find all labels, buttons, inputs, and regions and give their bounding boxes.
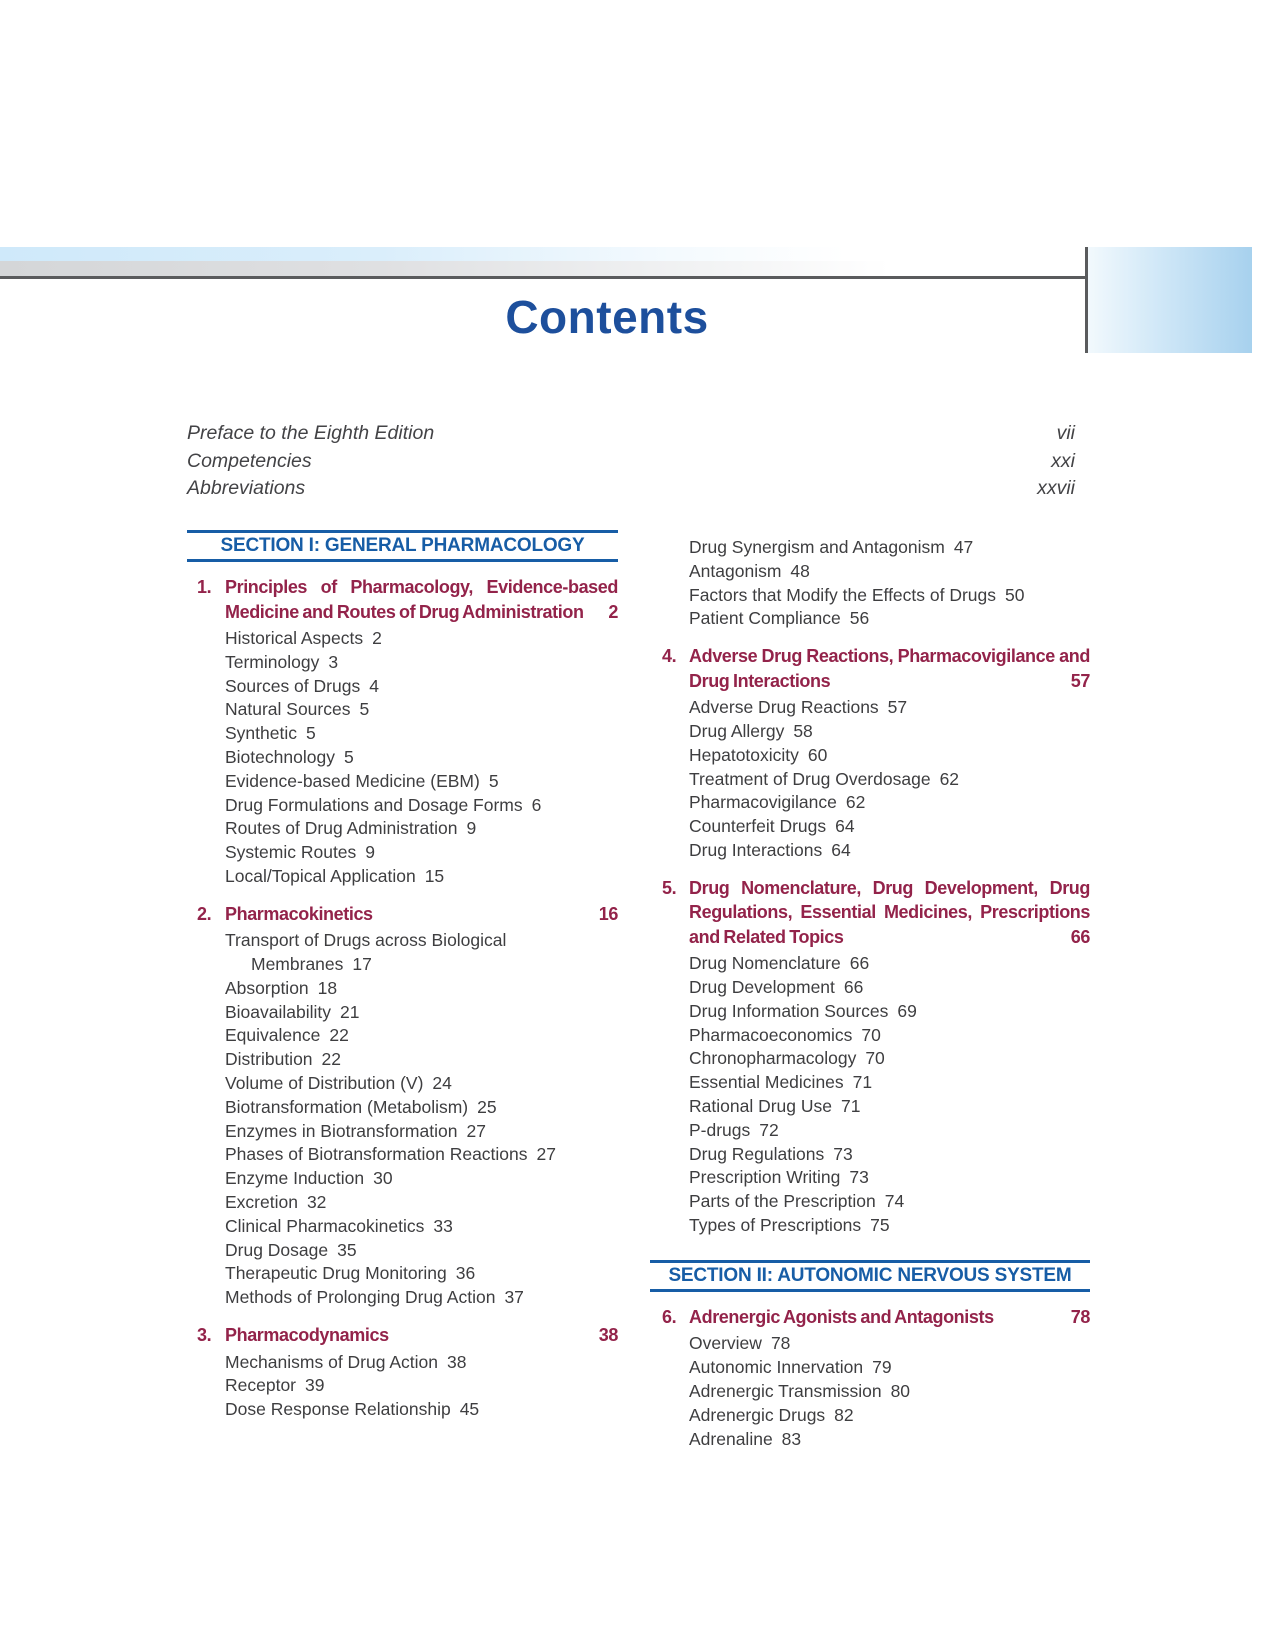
front-matter-row bbox=[187, 475, 1075, 503]
toc-topic bbox=[689, 1095, 1090, 1119]
toc-topic bbox=[225, 1120, 618, 1144]
toc-topic bbox=[225, 627, 618, 651]
topic-label: Essential Medicines bbox=[689, 1072, 844, 1093]
toc-topic bbox=[225, 794, 618, 818]
topic-label: Terminology bbox=[225, 651, 320, 672]
front-matter-label: Competencies bbox=[187, 449, 312, 472]
topic-label: Receptor bbox=[225, 1375, 297, 1396]
topic-page-number: 45 bbox=[459, 1399, 480, 1420]
chapter-entry bbox=[187, 575, 618, 624]
topic-label: Bioavailability bbox=[225, 1001, 332, 1022]
topic-page-number: 73 bbox=[849, 1167, 869, 1188]
topic-label: Therapeutic Drug Monitoring bbox=[225, 1263, 447, 1284]
chapter-entry bbox=[187, 1323, 618, 1348]
toc-topic bbox=[225, 1167, 618, 1191]
toc-topic bbox=[225, 1096, 618, 1120]
topic-label: Overview bbox=[689, 1333, 762, 1354]
topic-page-number: 74 bbox=[884, 1191, 905, 1212]
topic-page-number: 75 bbox=[870, 1215, 890, 1236]
chapter-title: Drug Nomenclature, Drug Development, Drug Regulations, Essential Medicines, Prescriptions and Related Topics bbox=[689, 877, 1090, 947]
topic-label: Hepatotoxicity bbox=[689, 744, 799, 765]
page-title-wrap bbox=[187, 290, 1027, 344]
topic-label: P-drugs bbox=[689, 1119, 751, 1140]
topic-label: Biotechnology bbox=[225, 746, 335, 767]
front-matter-label: Abbreviations bbox=[187, 477, 306, 499]
topic-label: Drug Information Sources bbox=[689, 1000, 889, 1021]
topic-page-number: 24 bbox=[432, 1073, 452, 1094]
topic-page-number: 62 bbox=[845, 792, 866, 813]
topic-label: Drug Development bbox=[689, 977, 835, 998]
toc-topic bbox=[225, 1286, 618, 1310]
topic-label: Methods of Prolonging Drug Action bbox=[225, 1287, 496, 1308]
topic-label: Synthetic bbox=[225, 723, 297, 744]
toc-topic bbox=[225, 1374, 618, 1398]
topic-page-number: 15 bbox=[424, 865, 445, 886]
toc-topic bbox=[225, 651, 618, 675]
topic-label: Historical Aspects bbox=[225, 628, 364, 648]
topic-page-number: 47 bbox=[953, 537, 974, 557]
toc-topic bbox=[225, 722, 618, 746]
topic-page-number: 69 bbox=[897, 1000, 917, 1021]
toc-topic bbox=[689, 696, 1090, 720]
topic-page-number: 25 bbox=[477, 1096, 497, 1117]
toc-topic bbox=[689, 607, 1090, 631]
topic-page-number: 9 bbox=[365, 842, 376, 863]
chapter-page-number: 38 bbox=[598, 1325, 618, 1346]
toc-topic bbox=[225, 1351, 618, 1375]
topic-label: Absorption bbox=[225, 977, 309, 998]
topic-label: Systemic Routes bbox=[225, 842, 357, 863]
chapter-entry bbox=[187, 902, 618, 927]
toc-topic bbox=[689, 1428, 1090, 1452]
chapter-entry bbox=[650, 644, 1090, 693]
toc-topic bbox=[689, 1190, 1090, 1214]
topic-page-number: 35 bbox=[337, 1239, 357, 1260]
front-matter-page-number: xxi bbox=[1051, 449, 1075, 472]
topic-label: Drug Synergism and Antagonism bbox=[689, 537, 945, 557]
topic-label: Equivalence bbox=[225, 1025, 321, 1046]
topic-page-number: 2 bbox=[372, 628, 382, 648]
topic-label: Biotransformation (Metabolism) bbox=[225, 1096, 469, 1117]
topic-page-number: 64 bbox=[835, 816, 855, 837]
topic-label: Dose Response Relationship bbox=[225, 1399, 451, 1420]
topic-page-number: 83 bbox=[781, 1428, 802, 1449]
toc-topic bbox=[689, 1332, 1090, 1356]
topic-label: Routes of Drug Administration bbox=[225, 818, 458, 839]
chapter-number: 5. bbox=[662, 877, 677, 898]
topic-label: Excretion bbox=[225, 1192, 298, 1213]
front-matter-list bbox=[187, 420, 1075, 503]
header-band-gray-strip bbox=[0, 261, 1085, 276]
chapter-title: Pharmacokinetics bbox=[225, 903, 373, 924]
toc-topic bbox=[689, 744, 1090, 768]
topic-page-number: 17 bbox=[352, 954, 372, 975]
topic-page-number: 56 bbox=[849, 608, 870, 629]
topic-page-number: 27 bbox=[466, 1120, 486, 1141]
chapter-page-number: 16 bbox=[598, 903, 618, 924]
toc-topic bbox=[689, 976, 1090, 1000]
topic-label: Drug Nomenclature bbox=[689, 953, 841, 974]
chapter-number: 2. bbox=[197, 903, 212, 924]
toc-topic bbox=[225, 746, 618, 770]
topic-label: Volume of Distribution (V) bbox=[225, 1073, 424, 1094]
topic-page-number: 78 bbox=[770, 1333, 791, 1354]
topic-page-number: 71 bbox=[852, 1072, 873, 1093]
toc-column-right bbox=[650, 520, 1090, 1451]
chapter-number: 4. bbox=[662, 646, 677, 667]
topic-page-number: 64 bbox=[831, 839, 851, 860]
topic-label: Drug Regulations bbox=[689, 1143, 825, 1164]
chapter-page-number: 57 bbox=[1070, 670, 1090, 691]
chapter-number: 1. bbox=[197, 577, 212, 597]
chapter-title: Adrenergic Agonists and Antagonists bbox=[689, 1306, 994, 1327]
topic-label: Prescription Writing bbox=[689, 1167, 841, 1188]
topic-page-number: 57 bbox=[887, 697, 908, 718]
toc-topic bbox=[689, 1214, 1090, 1238]
topic-page-number: 82 bbox=[834, 1404, 854, 1425]
topic-label: Drug Interactions bbox=[689, 839, 823, 860]
toc-topic bbox=[225, 1072, 618, 1096]
topic-page-number: 5 bbox=[343, 746, 354, 767]
topic-label: Local/Topical Application bbox=[225, 865, 416, 886]
topic-label: Counterfeit Drugs bbox=[689, 816, 827, 837]
toc-topic bbox=[689, 536, 1090, 560]
front-matter-row bbox=[187, 420, 1075, 448]
topic-page-number: 72 bbox=[759, 1119, 779, 1140]
topic-label: Enzymes in Biotransformation bbox=[225, 1120, 458, 1141]
chapter-page-number: 66 bbox=[1070, 926, 1090, 947]
toc-topic bbox=[225, 1143, 618, 1167]
toc-topic bbox=[689, 952, 1090, 976]
topic-page-number: 18 bbox=[317, 977, 338, 998]
chapter-title: Principles of Pharmacology, Evidence-based Medicine and Routes of Drug Administration bbox=[225, 577, 618, 622]
topic-page-number: 48 bbox=[790, 560, 810, 581]
toc-topic bbox=[225, 929, 618, 977]
toc-topic bbox=[225, 1024, 618, 1048]
topic-label: Autonomic Innervation bbox=[689, 1357, 864, 1378]
topic-label: Types of Prescriptions bbox=[689, 1215, 862, 1236]
toc-topic bbox=[225, 1239, 618, 1263]
topic-page-number: 4 bbox=[369, 675, 379, 696]
toc-topic bbox=[689, 1024, 1090, 1048]
topic-label: Natural Sources bbox=[225, 699, 351, 720]
topic-page-number: 22 bbox=[329, 1025, 349, 1046]
topic-label: Transport of Drugs across Biological Membranes bbox=[225, 930, 507, 975]
toc-topic bbox=[225, 817, 618, 841]
topic-label: Enzyme Induction bbox=[225, 1168, 365, 1189]
section-heading bbox=[650, 1260, 1090, 1292]
topic-label: Evidence-based Medicine (EBM) bbox=[225, 770, 480, 791]
topic-page-number: 9 bbox=[466, 818, 477, 839]
topic-label: Drug Allergy bbox=[689, 720, 785, 741]
toc-topic bbox=[689, 720, 1090, 744]
front-matter-row bbox=[187, 448, 1075, 476]
toc-topic bbox=[225, 1398, 618, 1422]
topic-page-number: 5 bbox=[488, 770, 499, 791]
toc-topic bbox=[225, 1262, 618, 1286]
topic-page-number: 70 bbox=[865, 1048, 885, 1069]
topic-page-number: 37 bbox=[504, 1287, 524, 1308]
topic-page-number: 22 bbox=[321, 1049, 342, 1070]
topic-label: Adrenergic Transmission bbox=[689, 1380, 882, 1401]
topic-label: Pharmacovigilance bbox=[689, 792, 837, 813]
toc-topic bbox=[225, 841, 618, 865]
toc-columns bbox=[187, 520, 1090, 1451]
topic-label: Patient Compliance bbox=[689, 608, 841, 629]
topic-page-number: 21 bbox=[340, 1001, 360, 1022]
toc-topic bbox=[689, 1000, 1090, 1024]
topic-label: Drug Dosage bbox=[225, 1239, 329, 1260]
topic-page-number: 3 bbox=[328, 651, 339, 672]
topic-page-number: 27 bbox=[536, 1144, 556, 1165]
topic-page-number: 80 bbox=[890, 1380, 911, 1401]
topic-page-number: 5 bbox=[305, 723, 316, 744]
toc-topic bbox=[689, 815, 1090, 839]
topic-page-number: 71 bbox=[840, 1096, 861, 1117]
toc-topic bbox=[689, 1166, 1090, 1190]
header-corner-gradient bbox=[1088, 247, 1252, 353]
topic-label: Mechanisms of Drug Action bbox=[225, 1351, 439, 1372]
toc-topic bbox=[689, 560, 1090, 584]
topic-label: Phases of Biotransformation Reactions bbox=[225, 1144, 528, 1165]
toc-topic bbox=[225, 865, 618, 889]
topic-page-number: 62 bbox=[939, 768, 960, 789]
topic-label: Factors that Modify the Effects of Drugs bbox=[689, 584, 997, 605]
toc-topic bbox=[225, 1191, 618, 1215]
topic-label: Adrenaline bbox=[689, 1428, 773, 1449]
topic-label: Adverse Drug Reactions bbox=[689, 697, 879, 718]
page-title: Contents bbox=[505, 291, 709, 343]
topic-label: Adrenergic Drugs bbox=[689, 1404, 826, 1425]
toc-topic bbox=[689, 1356, 1090, 1380]
topic-label: Distribution bbox=[225, 1049, 313, 1070]
toc-column-left bbox=[187, 520, 618, 1451]
topic-label: Pharmacoeconomics bbox=[689, 1024, 853, 1045]
front-matter-page-number: vii bbox=[1056, 422, 1075, 444]
topic-page-number: 70 bbox=[861, 1024, 881, 1045]
topic-page-number: 39 bbox=[305, 1375, 325, 1396]
topic-label: Chronopharmacology bbox=[689, 1048, 857, 1069]
topic-page-number: 6 bbox=[531, 794, 542, 815]
topic-page-number: 73 bbox=[833, 1143, 853, 1164]
chapter-number: 3. bbox=[197, 1325, 212, 1346]
topic-label: Drug Formulations and Dosage Forms bbox=[225, 794, 523, 815]
toc-topic bbox=[689, 584, 1090, 608]
chapter-entry bbox=[650, 876, 1090, 950]
topic-page-number: 79 bbox=[872, 1357, 892, 1378]
toc-topic bbox=[689, 768, 1090, 792]
topic-label: Sources of Drugs bbox=[225, 675, 361, 696]
toc-topic bbox=[689, 839, 1090, 863]
toc-topic bbox=[225, 977, 618, 1001]
toc-topic bbox=[689, 791, 1090, 815]
topic-page-number: 66 bbox=[849, 953, 870, 974]
topic-page-number: 58 bbox=[793, 720, 813, 741]
topic-label: Clinical Pharmacokinetics bbox=[225, 1215, 425, 1236]
section-heading-label: SECTION II: AUTONOMIC NERVOUS SYSTEM bbox=[668, 1264, 1072, 1286]
chapter-number: 6. bbox=[662, 1306, 677, 1327]
toc-topic bbox=[225, 698, 618, 722]
toc-topic bbox=[225, 675, 618, 699]
toc-topic bbox=[689, 1404, 1090, 1428]
chapter-title: Adverse Drug Reactions, Pharmacovigilance and Drug Interactions bbox=[689, 646, 1090, 691]
header-horizontal-rule bbox=[0, 276, 1128, 279]
chapter-page-number: 2 bbox=[608, 601, 618, 622]
toc-topic bbox=[225, 1001, 618, 1025]
topic-page-number: 60 bbox=[807, 744, 828, 765]
topic-label: Treatment of Drug Overdosage bbox=[689, 768, 931, 789]
toc-topic bbox=[225, 1048, 618, 1072]
front-matter-label: Preface to the Eighth Edition bbox=[187, 422, 435, 444]
topic-page-number: 50 bbox=[1005, 584, 1025, 605]
toc-topic bbox=[689, 1071, 1090, 1095]
topic-label: Antagonism bbox=[689, 560, 782, 581]
toc-topic bbox=[689, 1047, 1090, 1071]
chapter-entry bbox=[650, 1305, 1090, 1330]
section-heading bbox=[187, 530, 618, 562]
topic-page-number: 33 bbox=[433, 1215, 453, 1236]
toc-topic bbox=[689, 1119, 1090, 1143]
topic-page-number: 38 bbox=[447, 1351, 467, 1372]
topic-page-number: 30 bbox=[373, 1168, 393, 1189]
toc-topic bbox=[689, 1380, 1090, 1404]
chapter-title: Pharmacodynamics bbox=[225, 1325, 389, 1346]
topic-label: Rational Drug Use bbox=[689, 1096, 832, 1117]
chapter-page-number: 78 bbox=[1070, 1306, 1090, 1327]
topic-page-number: 66 bbox=[843, 977, 864, 998]
topic-page-number: 32 bbox=[306, 1192, 327, 1213]
toc-topic bbox=[689, 1143, 1090, 1167]
toc-topic bbox=[225, 1215, 618, 1239]
topic-label: Parts of the Prescription bbox=[689, 1191, 876, 1212]
topic-page-number: 36 bbox=[455, 1263, 476, 1284]
toc-topic bbox=[225, 770, 618, 794]
header-band-blue-strip bbox=[0, 247, 1085, 261]
topic-page-number: 5 bbox=[359, 699, 370, 720]
front-matter-page-number: xxvii bbox=[1037, 477, 1075, 499]
section-heading-label: SECTION I: GENERAL PHARMACOLOGY bbox=[220, 535, 585, 556]
